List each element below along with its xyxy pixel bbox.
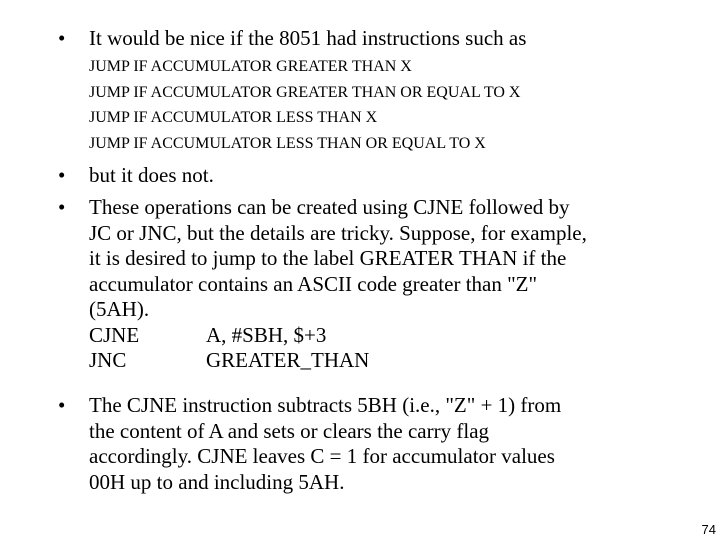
text-line: it is desired to jump to the label GREATER THAN if the xyxy=(89,246,567,270)
bullet-item-wish-instructions xyxy=(58,26,678,52)
text-line: JC or JNC, but the details are tricky. Suppose, for example, xyxy=(89,220,587,245)
code-operands: GREATER_THAN xyxy=(206,348,370,372)
instruction-line: JUMP IF ACCUMULATOR GREATER THAN X xyxy=(89,58,412,75)
text-line: The CJNE instruction subtracts 5BH (i.e., "Z" + 1) from xyxy=(89,393,562,417)
page-number: 74 xyxy=(701,522,716,537)
bullet-text xyxy=(89,195,678,374)
bullet-marker: • xyxy=(58,26,66,50)
bullet-marker: • xyxy=(58,393,66,417)
bullet-text: but it does not. xyxy=(89,163,214,187)
bullet-item-cjne-carry xyxy=(58,393,678,495)
text-line: the content of A and sets or clears the carry flag xyxy=(89,418,490,443)
instruction-line: JUMP IF ACCUMULATOR LESS THAN OR EQUAL TO X xyxy=(89,134,486,152)
code-line-cjne xyxy=(89,323,678,349)
bullet-text: It would be nice if the 8051 had instructions such as xyxy=(89,26,527,50)
text-line: accumulator contains an ASCII code greater than "Z" xyxy=(89,271,538,296)
code-operands: A, #SBH, $+3 xyxy=(206,322,327,347)
hypothetical-instruction-list xyxy=(89,54,520,156)
instruction-line: JUMP IF ACCUMULATOR LESS THAN X xyxy=(89,109,378,126)
text-line: 00H up to and including 5AH. xyxy=(89,469,345,494)
text-line: (5AH). xyxy=(89,297,150,321)
bullet-marker: • xyxy=(58,195,66,219)
instruction-line: JUMP IF ACCUMULATOR GREATER THAN OR EQUAL TO X xyxy=(89,83,521,101)
code-opcode: JNC xyxy=(89,348,127,372)
bullet-marker: • xyxy=(58,163,66,187)
text-line: These operations can be created using CJNE followed by xyxy=(89,195,570,219)
text-line: accordingly. CJNE leaves C = 1 for accumulator values xyxy=(89,444,555,468)
code-line-jnc xyxy=(89,348,678,374)
bullet-item-cjne-explanation xyxy=(58,195,678,374)
bullet-text xyxy=(89,393,678,495)
code-opcode: CJNE xyxy=(89,322,140,347)
bullet-item-does-not xyxy=(58,163,678,189)
